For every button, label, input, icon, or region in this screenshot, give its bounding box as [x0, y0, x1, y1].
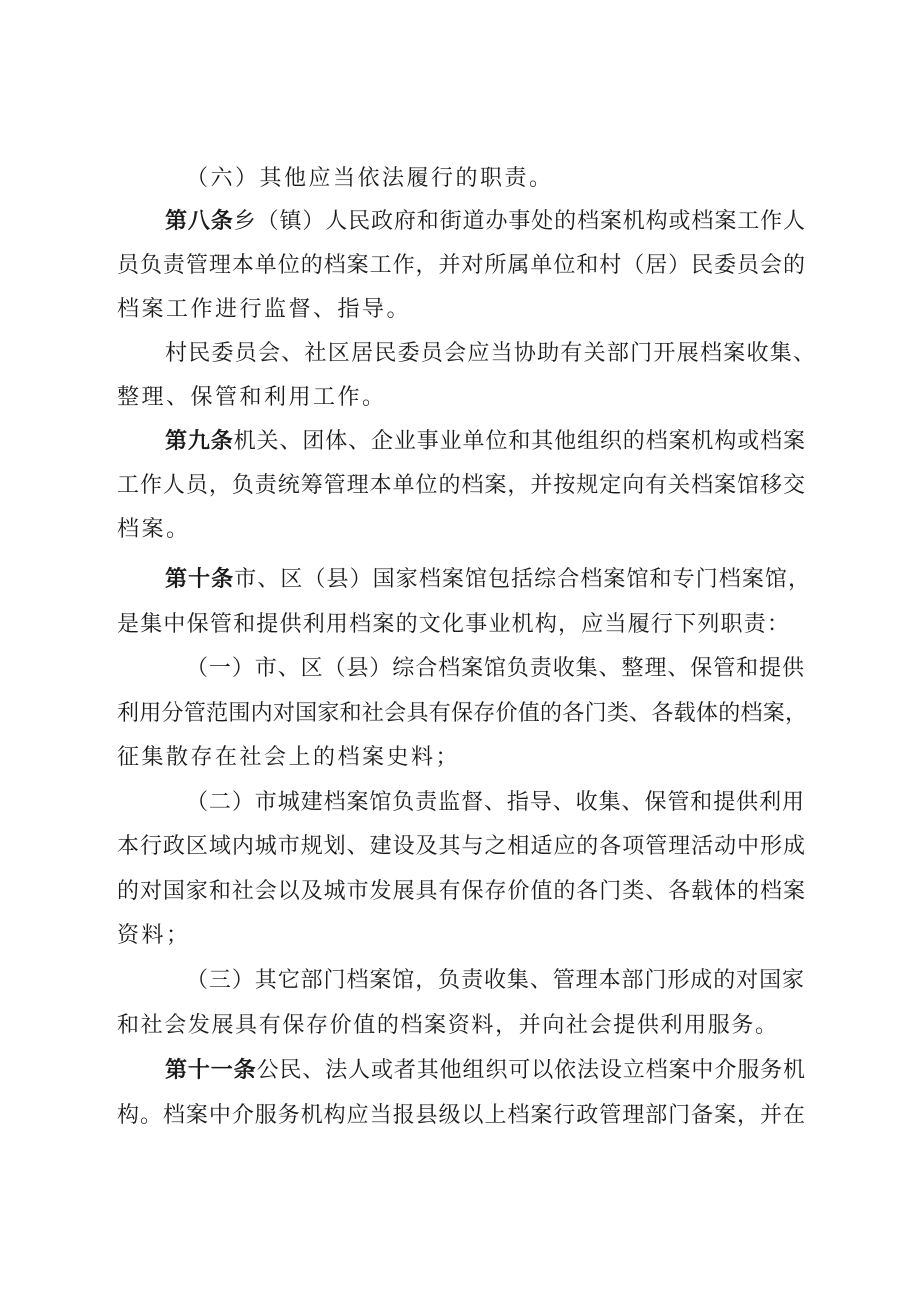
line-text: （三）其它部门档案馆，负责收集、管理本部门形成的对国家 [186, 968, 804, 993]
line-text: 乡（镇）人民政府和街道办事处的档案机构或档案工作人 [233, 209, 805, 234]
article-9-line [165, 427, 805, 457]
article-10-line [165, 565, 810, 595]
article-heading: 第八条 [165, 209, 234, 234]
document-line [186, 654, 804, 684]
article-8-line [165, 207, 805, 237]
document-line [117, 1101, 805, 1131]
document-line [117, 295, 817, 325]
document-line [117, 610, 789, 640]
line-text: 整理、保管和利用工作。 [117, 385, 387, 410]
line-text: 和社会发展具有保存价值的档案资料，并向社会提供利用服务。 [117, 1013, 777, 1038]
line-text: 构。档案中介服务机构应当报县级以上档案行政管理部门备案，并在 [117, 1103, 805, 1128]
document-line [186, 788, 804, 818]
document-line [117, 515, 817, 545]
document-line [117, 1011, 777, 1041]
document-line [117, 251, 805, 281]
line-text: 征集散存在社会上的档案史料； [117, 745, 461, 770]
document-line [117, 699, 807, 729]
line-text: （二）市城建档案馆负责监督、指导、收集、保管和提供利用 [186, 790, 804, 815]
document-line [117, 743, 817, 773]
document-line [117, 832, 805, 862]
line-text: 机关、团体、企业事业单位和其他组织的档案机构或档案 [233, 429, 805, 454]
line-text: 市、区（县）国家档案馆包括综合档案馆和专门档案馆， [234, 567, 810, 592]
line-text: 本行政区域内城市规划、建设及其与之相适应的各项管理活动中形成 [117, 834, 805, 859]
line-text: 资料； [117, 923, 191, 948]
line-text: 村民委员会、社区居民委员会应当协助有关部门开展档案收集、 [165, 341, 815, 366]
article-heading: 第十条 [165, 567, 235, 592]
line-text: 员负责管理本单位的档案工作，并对所属单位和村（居）民委员会的 [117, 253, 805, 278]
article-heading: 第九条 [165, 429, 234, 454]
line-text: （一）市、区（县）综合档案馆负责收集、整理、保管和提供 [186, 656, 804, 681]
line-text: 的对国家和社会以及城市发展具有保存价值的各门类、各载体的档案 [117, 879, 805, 904]
line-text: 档案工作进行监督、指导。 [117, 297, 412, 322]
line-text: 公民、法人或者其他组织可以依法设立档案中介服务机 [256, 1058, 805, 1083]
line-text: 档案。 [117, 517, 191, 542]
document-line [186, 164, 554, 194]
article-heading: 第十一条 [165, 1058, 257, 1083]
document-line [186, 966, 804, 996]
document-line [117, 877, 805, 907]
document-line [165, 339, 815, 369]
line-text: 工作人员，负责统筹管理本单位的档案，并按规定向有关档案馆移交 [117, 473, 805, 498]
line-text: 是集中保管和提供利用档案的文化事业机构，应当履行下列职责： [117, 612, 789, 637]
line-text: （六）其他应当依法履行的职责。 [186, 166, 554, 191]
document-line [117, 383, 817, 413]
line-text: 利用分管范围内对国家和社会具有保存价值的各门类、各载体的档案， [117, 701, 807, 726]
document-line [117, 471, 805, 501]
article-11-line [165, 1056, 805, 1086]
document-line [117, 921, 817, 951]
